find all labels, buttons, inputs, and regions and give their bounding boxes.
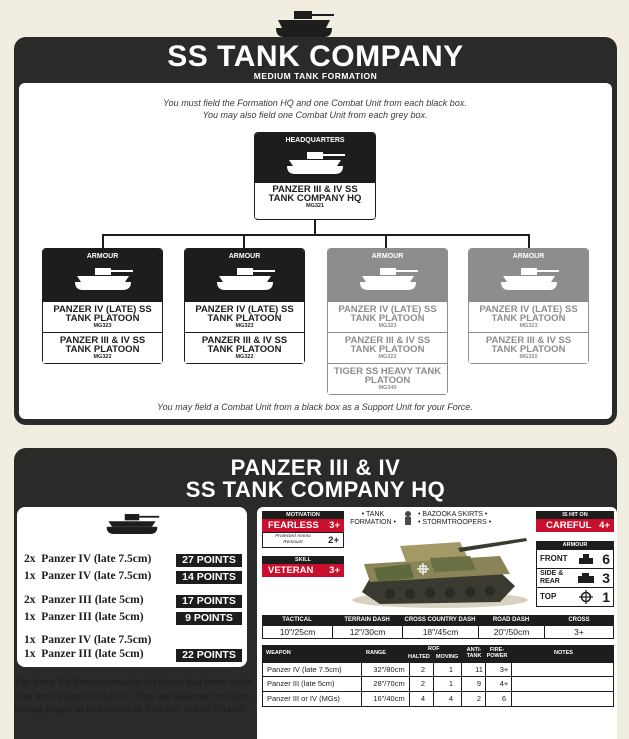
connector-line xyxy=(528,234,530,248)
is-hit-on-value xyxy=(536,519,614,532)
combat-unit-code: MG340 xyxy=(378,385,397,391)
column-divider xyxy=(485,692,486,706)
armour-box-header-label: ARMOUR xyxy=(512,253,545,260)
column-divider xyxy=(361,677,362,691)
weapon-row xyxy=(262,677,614,692)
special-rule-bazooka-skirts: • BAZOOKA SKIRTS • xyxy=(418,511,488,518)
armour-row-side xyxy=(537,569,613,588)
points-option-label: 1x Panzer III (late 5cm) xyxy=(24,611,144,623)
weapon-range-cell: 16"/40cm xyxy=(373,694,405,703)
hq-unit-name: PANZER III & IV SS TANK COMPANY HQ xyxy=(268,184,362,204)
weapon-weapon-cell: Panzer III or IV (MGs) xyxy=(267,694,340,703)
unit-title-2: SS TANK COMPANY HQ xyxy=(185,477,446,502)
combat-unit-option[interactable] xyxy=(469,301,588,332)
column-divider xyxy=(511,692,512,706)
instruction-line-2: You may also field one Combat Unit from each grey box. xyxy=(202,110,428,120)
terrain-dash-header: TERRAIN DASH xyxy=(344,617,390,623)
tank-icon xyxy=(103,512,161,536)
movement-table xyxy=(262,615,614,639)
road-dash-value: 20"/50cm xyxy=(479,626,545,638)
column-divider xyxy=(433,692,434,706)
points-value: 27 POINTS xyxy=(176,554,242,567)
column-divider xyxy=(409,677,410,691)
unit-title-1: PANZER III & IV xyxy=(230,455,401,480)
weapon-row xyxy=(262,692,614,707)
formation-title: SS TANK COMPANY xyxy=(167,40,464,73)
combat-unit-name: TIGER SS HEAVY TANK PLATOON xyxy=(333,366,442,386)
points-value: 22 POINTS xyxy=(176,649,242,662)
skill-value xyxy=(262,564,344,577)
combat-unit-name: PANZER IV (LATE) SS TANK PLATOON xyxy=(53,304,152,324)
connector-line xyxy=(314,220,316,235)
armour-box-1[interactable] xyxy=(42,248,163,364)
combat-unit-option[interactable] xyxy=(328,332,447,363)
skill-rating: VETERAN xyxy=(268,565,314,576)
movement-values xyxy=(262,625,614,639)
tactical-header: TACTICAL xyxy=(282,617,312,623)
terrain-dash-value: 12"/30cm xyxy=(333,626,403,638)
combat-unit-option[interactable] xyxy=(328,301,447,332)
armour-label: ARMOUR xyxy=(536,541,614,549)
armour-box-3[interactable] xyxy=(327,248,448,395)
weapon-range-cell: 32"/80cm xyxy=(373,665,405,674)
weapon-header: WEAPON xyxy=(266,650,291,656)
weapon-weapon-cell: Panzer III (late 5cm) xyxy=(267,679,335,688)
column-divider xyxy=(461,663,462,677)
combat-unit-code: MG322 xyxy=(378,354,397,360)
combat-unit-code: MG322 xyxy=(519,354,538,360)
crosshair-icon xyxy=(579,590,593,604)
cross-country-dash-header: CROSS COUNTRY DASH xyxy=(404,617,476,623)
formation-footer: You may field a Combat Unit from a black box as a Support Unit for your Force. xyxy=(157,402,473,412)
weapon-row xyxy=(262,662,614,677)
column-divider xyxy=(511,663,512,677)
combat-unit-option[interactable] xyxy=(185,332,304,363)
hq-box[interactable] xyxy=(254,132,376,220)
combat-unit-code: MG323 xyxy=(378,323,397,329)
combat-unit-name: PANZER IV (LATE) SS TANK PLATOON xyxy=(479,304,578,324)
weapon-range-cell: 28"/70cm xyxy=(373,679,405,688)
combat-unit-code: MG323 xyxy=(235,323,254,329)
rof-header: ROF xyxy=(428,646,440,652)
armour-row-top xyxy=(537,588,613,607)
combat-unit-name: PANZER III & IV SS TANK PLATOON xyxy=(485,335,572,355)
special-rule-tank-formation: • TANK FORMATION • xyxy=(350,511,396,526)
combat-unit-code: MG322 xyxy=(235,354,254,360)
combat-unit-option[interactable] xyxy=(469,332,588,363)
tank-icon xyxy=(356,266,420,292)
column-divider xyxy=(485,663,486,677)
armour-front-value: 6 xyxy=(602,551,610,567)
motivation-value xyxy=(262,519,344,532)
connector-line xyxy=(102,234,104,248)
points-option-label: 1x Panzer IV (late 7.5cm) xyxy=(24,570,152,582)
tank-icon xyxy=(497,266,561,292)
combat-unit-option[interactable] xyxy=(185,301,304,332)
column-divider xyxy=(461,692,462,706)
hq-header xyxy=(255,133,375,183)
weapon-moving-cell: 4 xyxy=(448,694,454,703)
combat-unit-code: MG323 xyxy=(93,323,112,329)
connector-line xyxy=(385,234,387,248)
points-value: 17 POINTS xyxy=(176,595,242,608)
armour-box-header-label: ARMOUR xyxy=(371,253,404,260)
range-header: RANGE xyxy=(366,650,386,656)
road-dash-header: ROAD DASH xyxy=(492,617,530,623)
motivation-label: MOTIVATION xyxy=(262,511,344,519)
skill-roll: 3+ xyxy=(329,565,340,576)
weapon-halted-cell: 2 xyxy=(420,679,426,688)
weapon-halted-cell: 4 xyxy=(420,694,426,703)
combat-unit-name: PANZER IV (LATE) SS TANK PLATOON xyxy=(338,304,437,324)
formation-subtitle: MEDIUM TANK FORMATION xyxy=(253,71,378,81)
armour-box-4[interactable] xyxy=(468,248,589,364)
cross-value: 3+ xyxy=(574,627,584,637)
points-option-label: 2x Panzer III (late 5cm) xyxy=(24,594,144,606)
column-divider xyxy=(485,677,486,691)
is-hit-on-rating: CAREFUL xyxy=(546,520,592,531)
cross-country-dash-value: 18"/45cm xyxy=(403,626,479,638)
front-arc-icon xyxy=(577,553,595,565)
weapon-fp-cell: 3+ xyxy=(499,665,509,674)
points-option-label: 1x Panzer IV (late 7.5cm) xyxy=(24,634,152,646)
armour-box-header xyxy=(185,249,304,301)
combat-unit-option[interactable] xyxy=(43,301,162,332)
tank-emblem-icon xyxy=(272,8,336,40)
protected-ammo-rule xyxy=(262,532,344,548)
motivation-rating: FEARLESS xyxy=(268,520,319,531)
hq-header-label: HEADQUARTERS xyxy=(285,137,345,144)
column-divider xyxy=(461,677,462,691)
connector-line xyxy=(102,234,530,236)
armour-box-header xyxy=(328,249,447,301)
weapons-table xyxy=(262,645,614,709)
combat-unit-code: MG322 xyxy=(93,354,112,360)
points-value: 14 POINTS xyxy=(176,571,242,584)
column-divider xyxy=(511,677,512,691)
tank-icon xyxy=(71,266,135,292)
armour-box-2[interactable] xyxy=(184,248,305,364)
combat-unit-name: PANZER III & IV SS TANK PLATOON xyxy=(201,335,288,355)
points-option-label: 1x Panzer III (late 5cm) xyxy=(24,648,144,660)
special-rule-stormtroopers: • STORMTROOPERS • xyxy=(418,519,492,526)
armour-side-value: 3 xyxy=(602,570,610,586)
movement-header xyxy=(262,615,614,625)
notes-header: NOTES xyxy=(554,650,573,656)
armour-front-label: FRONT xyxy=(540,554,568,563)
weapon-halted-cell: 2 xyxy=(420,665,426,674)
armour-box-header xyxy=(43,249,162,301)
hq-unit-code: MG321 xyxy=(305,203,325,209)
is-hit-on-roll: 4+ xyxy=(599,520,610,531)
side-arc-icon xyxy=(577,572,595,584)
combat-unit-code: MG323 xyxy=(519,323,538,329)
anti-tank-header: ANTI-TANK xyxy=(466,647,482,659)
armour-top-value: 1 xyxy=(602,589,610,605)
column-divider xyxy=(361,692,362,706)
protected-ammo-roll: 2+ xyxy=(328,535,339,546)
combat-unit-name: PANZER IV (LATE) SS TANK PLATOON xyxy=(195,304,294,324)
weapon-at-cell: 9 xyxy=(476,679,482,688)
weapon-at-cell: 2 xyxy=(476,694,482,703)
column-divider xyxy=(409,692,410,706)
combat-unit-option[interactable] xyxy=(43,332,162,363)
armour-top-label: TOP xyxy=(540,592,557,601)
armour-box-header-label: ARMOUR xyxy=(86,253,119,260)
weapon-moving-cell: 1 xyxy=(448,665,454,674)
moving-header: MOVING xyxy=(436,654,459,660)
flavour-text: The three SS-Panzergrenadier divisions had more tanks than most panzer divisions. They are seasoned veterans, having fought in two battles at Kharkov before Citadel. xyxy=(14,677,252,715)
armour-box-header-label: ARMOUR xyxy=(228,253,261,260)
halted-header: HALTED xyxy=(408,654,430,660)
tactical-value: 10"/25cm xyxy=(263,626,333,638)
instruction-line-1: You must field the Formation HQ and one Combat Unit from each black box. xyxy=(163,98,467,108)
motivation-roll: 3+ xyxy=(329,520,340,531)
weapon-weapon-cell: Panzer IV (late 7.5cm) xyxy=(267,665,342,674)
column-divider xyxy=(433,663,434,677)
weapon-at-cell: 11 xyxy=(475,665,483,674)
column-divider xyxy=(361,663,362,677)
skill-label: SKILL xyxy=(262,556,344,564)
armour-side-label: SIDE & REAR xyxy=(540,570,564,585)
is-hit-on-label: IS HIT ON xyxy=(536,511,614,519)
tank-icon xyxy=(213,266,277,292)
tank-icon xyxy=(283,150,347,176)
column-divider xyxy=(409,663,410,677)
armour-box-header xyxy=(469,249,588,301)
combat-unit-option[interactable] xyxy=(328,363,447,394)
points-option-label: 2x Panzer IV (late 7.5cm) xyxy=(24,553,152,565)
column-divider xyxy=(433,677,434,691)
protected-ammo-label: Protected Ammo Remount xyxy=(275,534,311,545)
formation-panel xyxy=(14,37,617,425)
hq-unit[interactable] xyxy=(255,183,375,218)
weapon-fp-cell: 6 xyxy=(501,694,507,703)
weapon-fp-cell: 4+ xyxy=(499,679,509,688)
fire-power-header: FIRE-POWER xyxy=(486,647,508,659)
combat-unit-name: PANZER III & IV SS TANK PLATOON xyxy=(59,335,146,355)
weapon-moving-cell: 1 xyxy=(448,679,454,688)
tank-illustration xyxy=(350,528,530,608)
armour-row-front xyxy=(537,550,613,569)
soldier-icon xyxy=(402,510,414,528)
connector-line xyxy=(243,234,245,248)
weapons-header xyxy=(262,645,614,662)
armour-table xyxy=(536,549,614,607)
cross-header: CROSS xyxy=(568,617,590,623)
combat-unit-name: PANZER III & IV SS TANK PLATOON xyxy=(344,335,431,355)
points-value: 9 POINTS xyxy=(176,612,242,625)
